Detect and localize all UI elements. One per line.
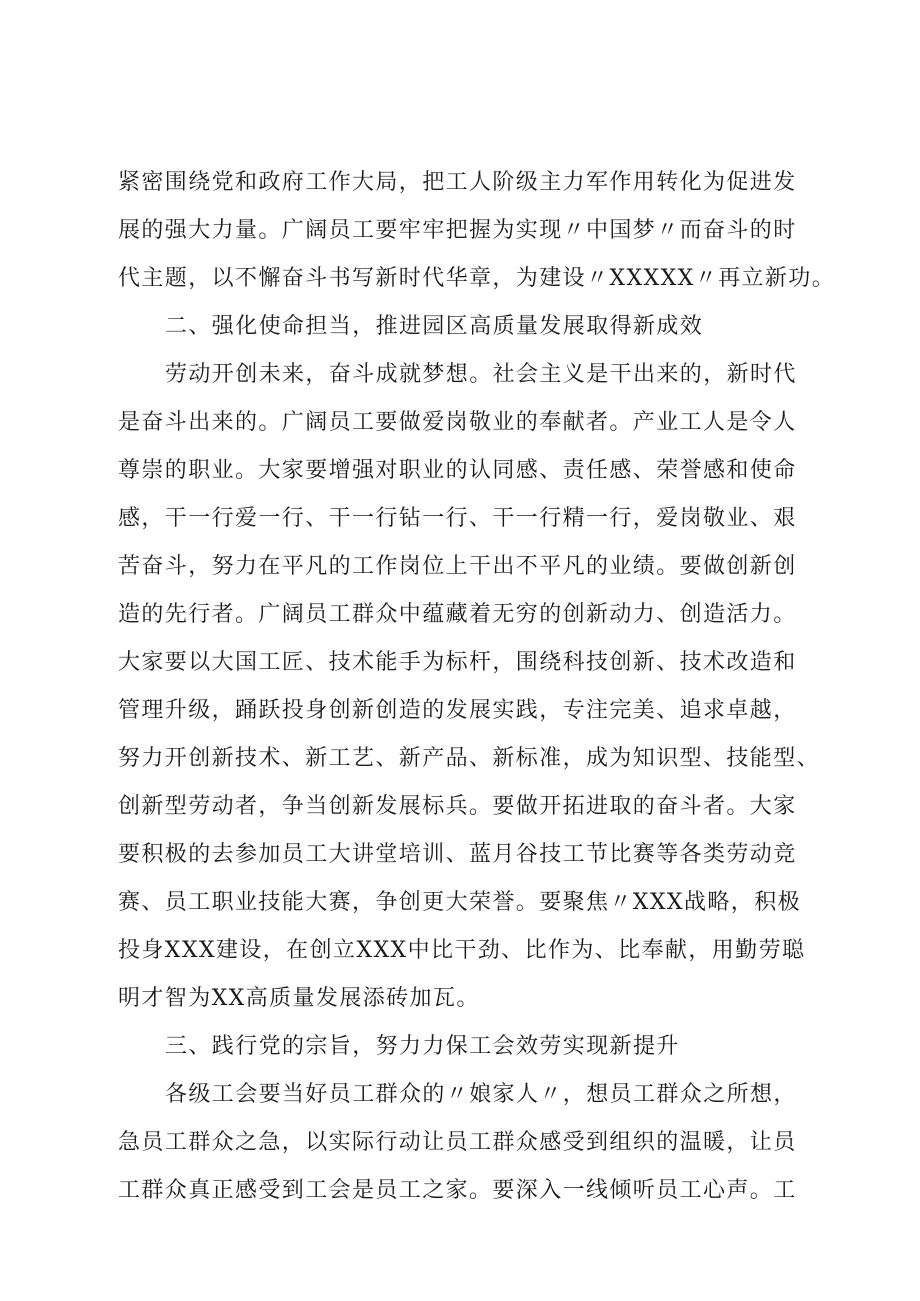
- paragraph-line: 大家要以大国工匠、技术能手为标杆，围绕科技创新、技术改造和: [118, 650, 797, 675]
- paragraph-line: 努力开创新技术、新工艺、新产品、新标准，成为知识型、技能型、: [118, 746, 821, 771]
- paragraph-line: 投身XXX建设，在创立XXX中比干劲、比作为、比奉献，用勤劳聪: [118, 938, 806, 963]
- paragraph-line: 造的先行者。广阔员工群众中蕴藏着无穷的创新动力、创造活力。: [118, 602, 797, 627]
- paragraph-line: 展的强大力量。广阔员工要牢牢把握为实现〃中国梦〃而奋斗的时: [118, 218, 797, 243]
- section-heading-2: 二、强化使命担当，推进园区高质量发展取得新成效: [165, 314, 704, 339]
- paragraph-line: 尊崇的职业。大家要增强对职业的认同感、责任感、荣誉感和使命: [118, 458, 797, 483]
- paragraph-line: 感，干一行爱一行、干一行钻一行、干一行精一行，爱岗敬业、艰: [118, 506, 797, 531]
- paragraph-line: 创新型劳动者，争当创新发展标兵。要做开拓进取的奋斗者。大家: [118, 794, 797, 819]
- paragraph-line: 是奋斗出来的。广阔员工要做爱岗敬业的奉献者。产业工人是令人: [118, 410, 797, 435]
- paragraph-line: 明才智为XX高质量发展添砖加瓦。: [118, 986, 480, 1011]
- paragraph-line: 赛、员工职业技能大赛，争创更大荣誉。要聚焦〃XXX战略，积极: [118, 890, 801, 915]
- section-heading-3: 三、践行党的宗旨，努力力保工会效劳实现新提升: [165, 1034, 680, 1059]
- paragraph-line: 要积极的去参加员工大讲堂培训、蓝月谷技工节比赛等各类劳动竞: [118, 842, 797, 867]
- paragraph-line: 紧密围绕党和政府工作大局，把工人阶级主力军作用转化为促进发: [118, 170, 797, 195]
- paragraph-line: 工群众真正感受到工会是员工之家。要深入一线倾听员工心声。工: [118, 1178, 797, 1203]
- paragraph-line: 管理升级，踊跃投身创新创造的发展实践，专注完美、追求卓越，: [118, 698, 797, 723]
- paragraph-line: 代主题，以不懈奋斗书写新时代华章，为建设〃XXXXX〃再立新功。: [118, 266, 836, 291]
- paragraph-line: 劳动开创未来，奋斗成就梦想。社会主义是干出来的，新时代: [165, 362, 797, 387]
- paragraph-line: 苦奋斗，努力在平凡的工作岗位上干出不平凡的业绩。要做创新创: [118, 554, 797, 579]
- paragraph-line: 各级工会要当好员工群众的〃娘家人〃，想员工群众之所想，: [165, 1082, 797, 1107]
- paragraph-line: 急员工群众之急，以实际行动让员工群众感受到组织的温暖，让员: [118, 1130, 797, 1155]
